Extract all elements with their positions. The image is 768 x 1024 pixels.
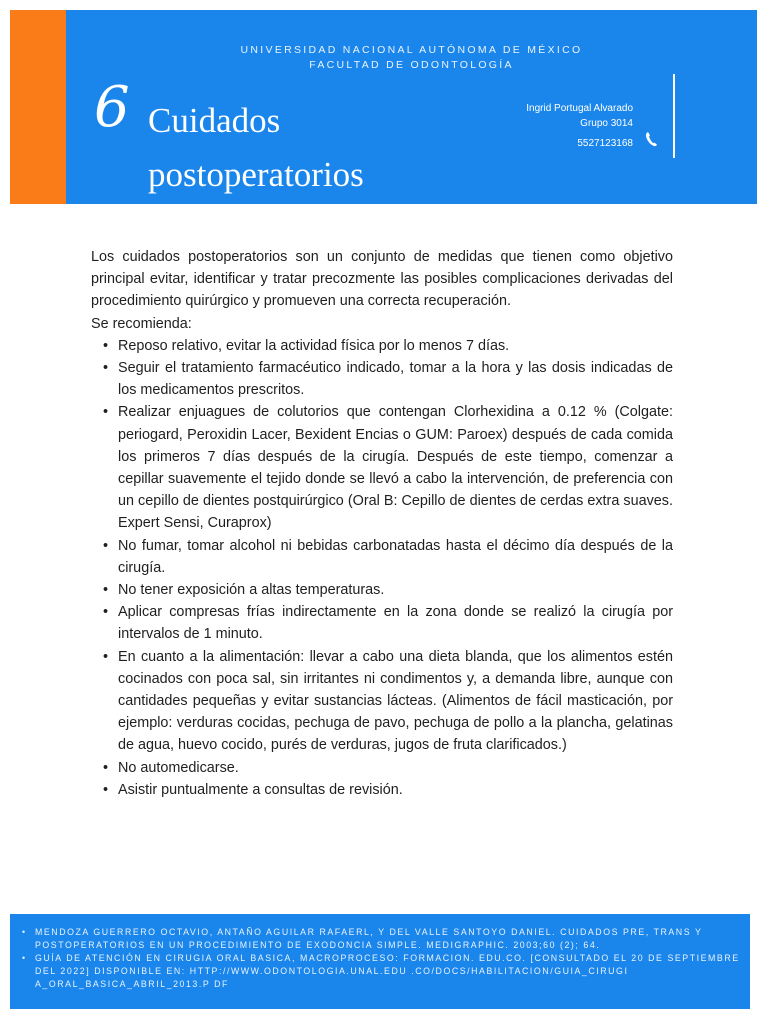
reference-item: • MENDOZA GUERRERO OCTAVIO, ANTAÑO AGUILAR RAFAERL, Y DEL VALLE SANTOYO DANIEL. CUIDADOS PRE, TRANS Y POSTOPERATORIOS EN UN PROCEDIMIENTO DE EXODONCIA SIMPLE. MEDIGRAPHIC. 2003;60 (2); 64.: [35, 926, 740, 952]
list-item: • No fumar, tomar alcohol ni bebidas carbonatadas hasta el décimo día después de la cirugía.: [91, 535, 673, 579]
contact-block: [526, 101, 633, 151]
list-item: • Aplicar compresas frías indirectamente en la zona donde se realizó la cirugía por intervalos de 1 minuto.: [91, 601, 673, 645]
reference-item: • GUÍA DE ATENCIÓN EN CIRUGIA ORAL BASICA, MACROPROCESO: FORMACION. EDU.CO. [CONSULTADO EL 20 DE SEPTIEMBRE DEL 2022] DISPONIBLE EN: HTTP://WWW.ODONTOLOGIA.UNAL.EDU .CO/DOCS/HABILITACION/GUIA_CIRUGI A_ORAL_BASICA_ABRIL_2013.P DF: [35, 952, 740, 991]
page-title: [148, 94, 488, 202]
author-name: Ingrid Portugal Alvarado: [526, 103, 633, 114]
list-item: • Reposo relativo, evitar la actividad física por lo menos 7 días.: [91, 335, 673, 357]
university-name: UNIVERSIDAD NACIONAL AUTÓNOMA DE MÉXICO: [240, 44, 583, 56]
faculty-name: FACULTAD DE ODONTOLOGÍA: [309, 59, 514, 71]
group-label: Grupo 3014: [580, 118, 633, 129]
title-line-2: postoperatorios: [148, 155, 364, 194]
list-item: • En cuanto a la alimentación: llevar a cabo una dieta blanda, que los alimentos estén cocinados con poca sal, sin irritantes ni condimentos y, a demanda libre, aunque con cantidades pequeñas y evitar sustancias lácteas. (Alimentos de fácil masticación, por ejemplo: verduras cocidas, pechuga de pavo, pechuga de pollo a la plancha, gelatinas de agua, huevo cocido, purés de verduras, jugos de fruta clarificados.): [91, 646, 673, 757]
recommendation-list: [91, 335, 673, 801]
section-number: 6: [94, 75, 130, 140]
references-list: [10, 914, 750, 991]
phone-icon: [644, 131, 658, 147]
list-item: • Realizar enjuagues de colutorios que contengan Clorhexidina a 0.12 % (Colgate: periogard, Peroxidin Lacer, Bexident Encias o GUM: Paroex) después de cada comida los primeros 7 días después de la cirugía. Después de este tiempo, comenzar a cepillar suavemente el tejido donde se llevó a cabo la intervención, de preferencia con un cepillo de dientes postquirúrgico (Oral B: Cepillo de dientes de cerdas extra suaves. Expert Sensi, Curaprox): [91, 401, 673, 534]
intro-paragraph: Los cuidados postoperatorios son un conjunto de medidas que tienen como objetivo principal evitar, identificar y tratar precozmente las posibles complicaciones derivadas del procedimiento quirúrgico y promueven una correcta recuperación.: [91, 249, 673, 310]
institution-heading: [66, 43, 757, 73]
list-item: • Asistir puntualmente a consultas de revisión.: [91, 779, 673, 801]
recommendation-lead: Se recomienda:: [91, 315, 192, 332]
list-item: • No automedicarse.: [91, 757, 673, 779]
accent-bar: [10, 10, 66, 204]
divider-line: [673, 74, 675, 158]
title-line-1: Cuidados: [148, 101, 281, 140]
list-item: • Seguir el tratamiento farmacéutico indicado, tomar a la hora y las dosis indicadas de los medicamentos prescritos.: [91, 357, 673, 401]
references-footer: [10, 914, 750, 1009]
main-content: [91, 246, 673, 801]
list-item: • No tener exposición a altas temperaturas.: [91, 579, 673, 601]
phone-number: 5527123168: [577, 138, 633, 149]
